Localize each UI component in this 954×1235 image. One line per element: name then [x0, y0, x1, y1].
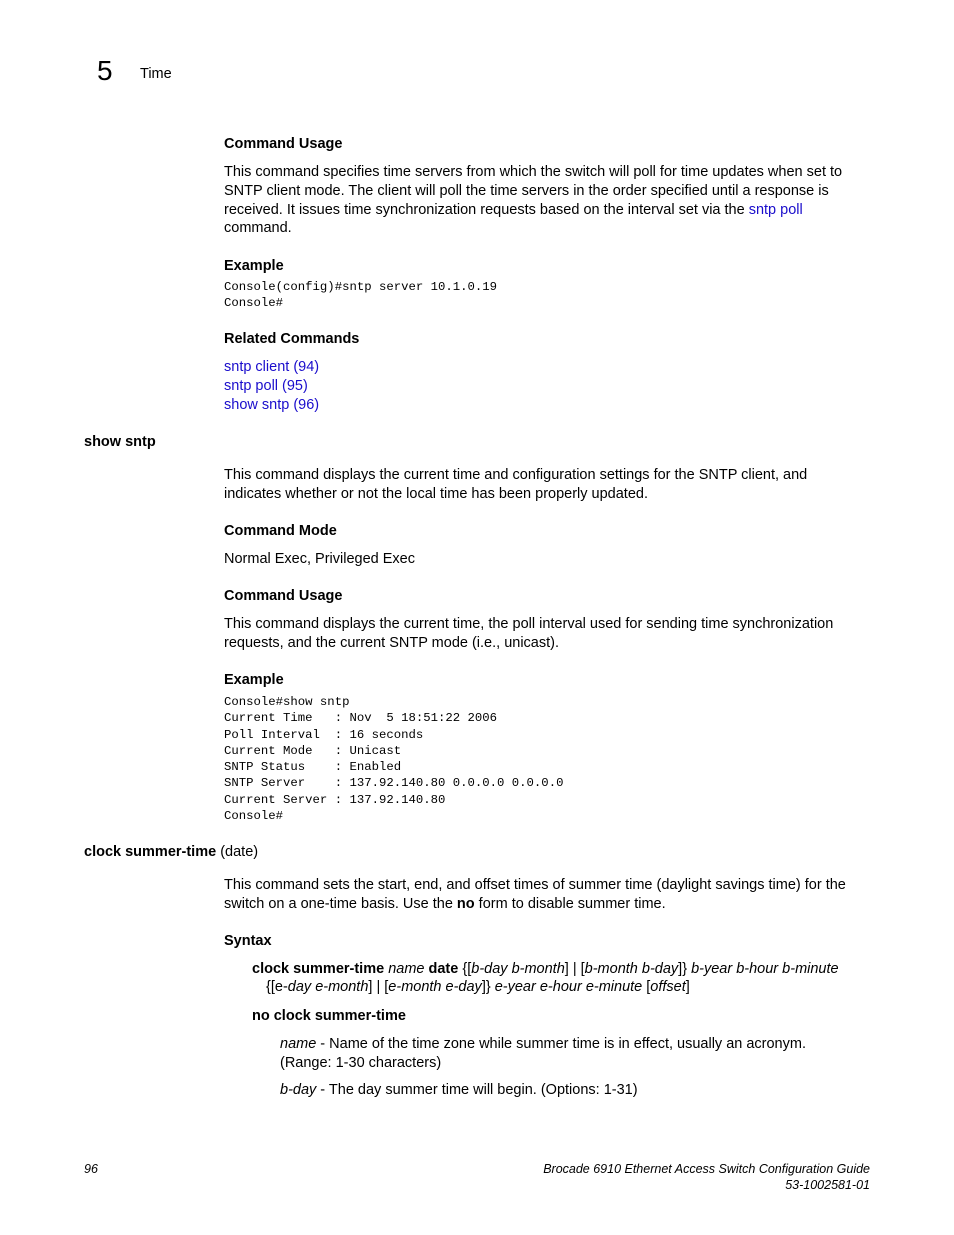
text-line: received. It issues time synchronization requests based on the interval set via the sntp poll [224, 201, 803, 218]
related-link-sntp-poll[interactable]: sntp poll (95) [224, 377, 308, 394]
no-form-syntax: no clock summer-time [252, 1008, 406, 1024]
text-line: switch on a one-time basis. Use the no form to disable summer time. [224, 895, 666, 912]
text-line: requests, and the current SNTP mode (i.e., unicast). [224, 634, 560, 651]
related-commands-list [224, 358, 319, 414]
code-line: Console(config)#sntp server 10.1.0.19 [224, 280, 498, 294]
text-line: (Range: 1-30 characters) [280, 1054, 442, 1071]
clock-summer-description [224, 876, 846, 914]
text-line: indicates whether or not the local time has been properly updated. [224, 485, 648, 502]
code-line: Console# [224, 809, 284, 824]
text-line: SNTP client mode. The client will poll the time servers in the order specified until a response is [224, 182, 829, 199]
related-link-sntp-client[interactable]: sntp client (94) [224, 359, 320, 375]
code-line: Poll Interval : 16 seconds [224, 727, 424, 742]
command-title-clock-summer-time: clock summer-time (date) [84, 844, 259, 860]
text-line: This command displays the current time and configuration settings for the SNTP client, and [224, 467, 808, 483]
syntax-line-2: {[e-day e-month] | [e-month e-day]} e-year e-hour e-minute [offset] [266, 979, 690, 995]
syntax-heading: Syntax [224, 933, 272, 949]
example-code [224, 694, 563, 824]
command-mode-heading: Command Mode [224, 523, 337, 539]
sntp-poll-link[interactable]: sntp poll [748, 201, 803, 218]
example-heading: Example [224, 258, 284, 274]
command-usage-text [224, 615, 833, 653]
document-number: 53-1002581-01 [785, 1178, 870, 1192]
command-usage-heading: Command Usage [224, 588, 343, 604]
example-code [224, 279, 497, 312]
text-line: command. [224, 220, 292, 237]
param-b-day: b-day - The day summer time will begin. (Options: 1-31) [280, 1082, 638, 1098]
command-usage-heading: Command Usage [224, 136, 343, 152]
command-usage-text [224, 163, 842, 238]
param-name [280, 1035, 806, 1073]
show-sntp-description [224, 466, 807, 504]
text-line: This command sets the start, end, and offset times of summer time (daylight savings time) for the [224, 877, 846, 893]
text-line: This command specifies time servers from which the switch will poll for time updates when set to [224, 164, 843, 180]
guide-title: Brocade 6910 Ethernet Access Switch Configuration Guide [543, 1162, 870, 1176]
code-line: Current Server : 137.92.140.80 [224, 792, 446, 807]
page-number: 96 [84, 1162, 98, 1176]
code-line: SNTP Status : Enabled [224, 760, 402, 775]
text-line: This command displays the current time, the poll interval used for sending time synchronization [224, 616, 834, 632]
code-line: SNTP Server : 137.92.140.80 0.0.0.0 0.0.0.0 [224, 776, 564, 791]
related-commands-heading: Related Commands [224, 331, 360, 347]
chapter-number: 5 [97, 55, 113, 86]
related-link-show-sntp[interactable]: show sntp (96) [224, 396, 320, 413]
text-line: name - Name of the time zone while summer time is in effect, usually an acronym. [280, 1036, 806, 1052]
code-line: Console#show sntp [224, 695, 350, 709]
command-mode-text: Normal Exec, Privileged Exec [224, 551, 415, 567]
example-heading: Example [224, 672, 284, 688]
command-title-show-sntp: show sntp [84, 434, 156, 450]
syntax-line-1: clock summer-time name date {[b-day b-month] | [b-month b-day]} b-year b-hour b-minute [252, 961, 839, 977]
code-line: Console# [224, 296, 284, 311]
code-line: Current Mode : Unicast [224, 743, 402, 758]
chapter-title: Time [140, 66, 172, 82]
code-line: Current Time : Nov 5 18:51:22 2006 [224, 711, 498, 726]
